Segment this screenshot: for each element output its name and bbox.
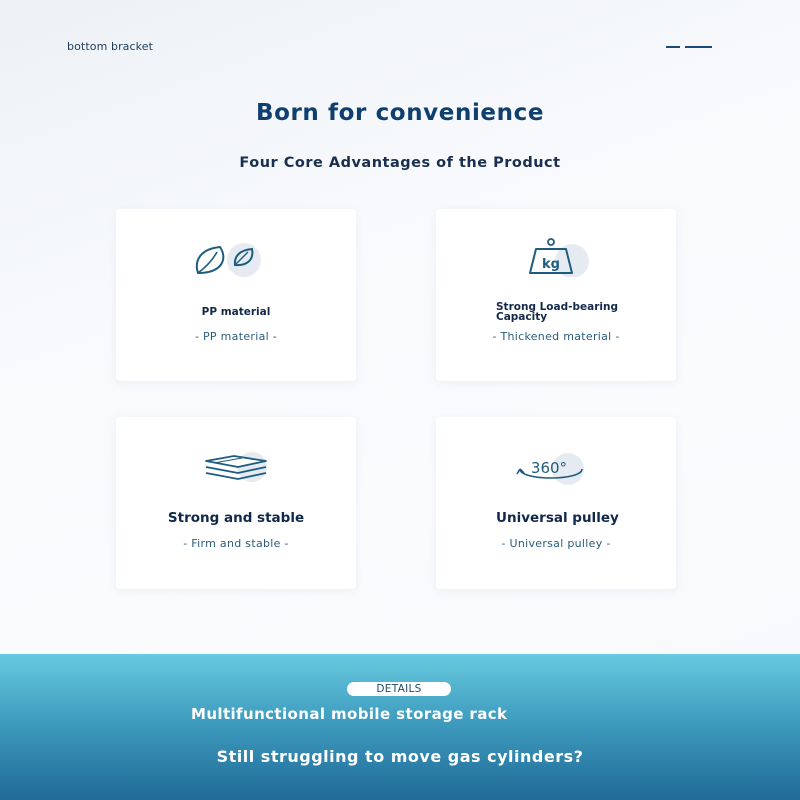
page-title: Born for convenience (255, 100, 545, 126)
feature-card-universal-pulley (436, 417, 676, 589)
feature-description: - PP material - (194, 330, 278, 343)
svg-text:kg: kg (542, 257, 560, 272)
details-button[interactable]: DETAILS (347, 682, 451, 696)
feature-description: - Firm and stable - (183, 537, 289, 550)
feature-title: PP material (201, 306, 271, 318)
svg-text:360°: 360° (530, 459, 568, 477)
layers-icon (190, 445, 274, 485)
top-bar (0, 0, 800, 80)
promo-question: Still struggling to move gas cylinders? (216, 747, 584, 766)
feature-card-strong-stable (116, 417, 356, 589)
menu-icon-segment (666, 46, 680, 48)
feature-title: Universal pulley (496, 510, 619, 526)
menu-icon[interactable] (666, 46, 712, 50)
promo-banner (0, 654, 800, 800)
product-title: Multifunctional mobile storage rack (191, 705, 508, 723)
feature-description: - Universal pulley - (501, 537, 611, 550)
brand-name[interactable]: bottom bracket (67, 40, 154, 53)
weight-kg-icon (510, 237, 594, 277)
feature-card-load-bearing (436, 209, 676, 381)
feature-title: Strong Load-bearing Capacity (496, 301, 618, 323)
menu-icon-segment (685, 46, 712, 48)
rotate-360-icon (510, 445, 594, 485)
leaf-icon (190, 237, 274, 277)
feature-description: - Thickened material - (492, 330, 620, 343)
page-subtitle: Four Core Advantages of the Product (239, 155, 561, 171)
feature-title: Strong and stable (167, 510, 305, 526)
feature-card-pp-material (116, 209, 356, 381)
